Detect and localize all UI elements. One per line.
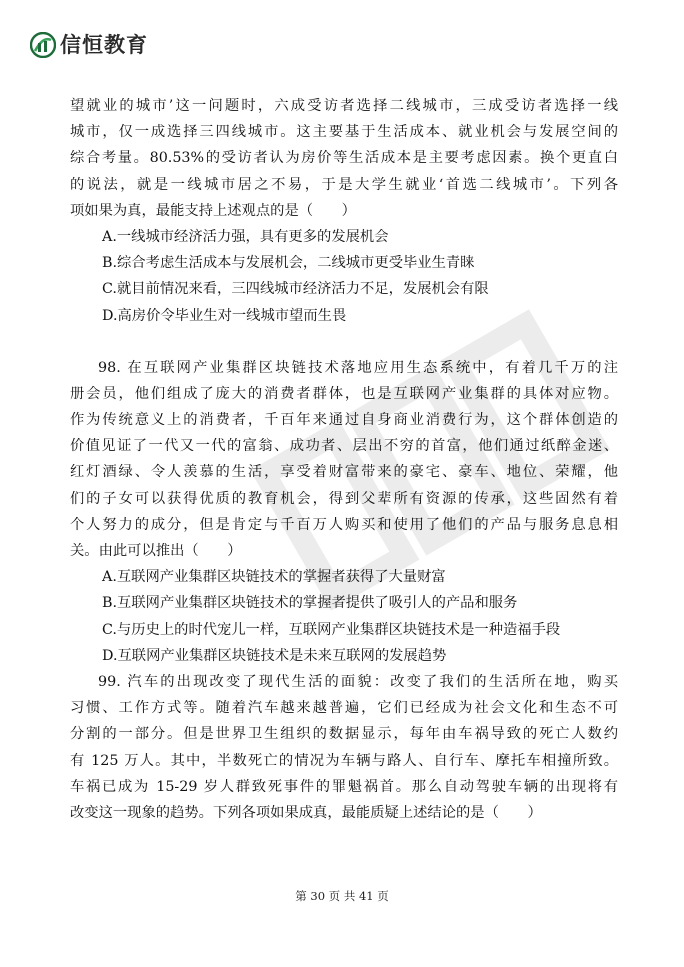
- text-line: 项如果为真，最能支持上述观点的是（ ）: [70, 202, 356, 219]
- logo-text: 信恒教育: [60, 33, 148, 57]
- text-line: 习惯、工作方式等。随着汽车越来越普遍，它们已经成为社会文化和生态不可: [70, 700, 618, 717]
- text-line: 综合考量。80.53%的受访者认为房价等生活成本是主要考虑因素。换个更直白: [70, 150, 618, 167]
- text-line: 们的子女可以获得优质的教育机会，得到父辈所有资源的传承，这些固然有着: [70, 490, 618, 507]
- question-99: [70, 669, 618, 826]
- option-line: B.综合考虑生活成本与发展机会，二线城市更受毕业生青睐: [102, 255, 475, 272]
- text-line: 关。由此可以推出（ ）: [70, 543, 242, 559]
- page-footer: 第 30 页 共 41 页: [295, 889, 389, 903]
- text-line: 作为传统意义上的消费者，千百年来通过自身商业消费行为，这个群体创造的: [70, 412, 618, 429]
- options-intro: [70, 224, 618, 329]
- text-line: 车祸已成为 15-29 岁人群致死事件的罪魁祸首。那么自动驾驶车辆的出现将有: [70, 778, 618, 795]
- option-line: C.与历史上的时代宠儿一样，互联网产业集群区块链技术是一种造福手段: [102, 621, 561, 638]
- text-line: 价值见证了一代又一代的富翁、成功者、层出不穷的首富，他们通过纸醉金迷、: [70, 438, 618, 455]
- text-line: 分割的一部分。但是世界卫生组织的数据显示，每年由车祸导致的死亡人数约: [70, 726, 618, 743]
- text-line: 改变这一现象的趋势。下列各项如果成真，最能质疑上述结论的是（ ）: [70, 804, 542, 821]
- text-line: 有 125 万人。其中，半数死亡的情况为车辆与路人、自行车、摩托车相撞所致。: [70, 752, 618, 769]
- option-line: A.互联网产业集群区块链技术的掌握者获得了大量财富: [102, 569, 446, 586]
- logo-mark-icon: [30, 32, 56, 58]
- document-body: [70, 93, 618, 826]
- text-line: 99. 汽车的出现改变了现代生活的面貌：改变了我们的生活所在地，购买: [98, 673, 618, 690]
- text-line: 红灯酒绿、令人羡慕的生活，享受着财富带来的豪宅、豪车、地位、荣耀，他: [70, 464, 618, 481]
- text-line: 望就业的城市’这一问题时，六成受访者选择二线城市，三成受访者选择一线: [70, 98, 618, 114]
- text-line: 城市，仅一成选择三四线城市。这主要基于生活成本、就业机会与发展空间的: [70, 124, 618, 141]
- options-98: [70, 564, 618, 669]
- option-line: D.互联网产业集群区块链技术是未来互联网的发展趋势: [102, 647, 447, 664]
- text-line: 的说法，就是一线城市居之不易，于是大学生就业‘首选二线城市’。下列各: [70, 176, 618, 193]
- text-line: 个人努力的成分，但是肯定与千百万人购买和使用了他们的产品与服务息息相: [70, 516, 618, 533]
- option-line: D.高房价令毕业生对一线城市望而生畏: [102, 307, 347, 324]
- text-line: 98. 在互联网产业集群区块链技术落地应用生态系统中，有着几千万的注: [98, 359, 618, 376]
- option-line: A.一线城市经济活力强，具有更多的发展机会: [102, 228, 389, 245]
- paragraph-intro: [70, 93, 618, 224]
- brand-logo: [30, 30, 148, 60]
- option-line: B.互联网产业集群区块链技术的掌握者提供了吸引人的产品和服务: [102, 595, 518, 612]
- question-98: [70, 355, 618, 565]
- option-line: C.就目前情况来看，三四线城市经济活力不足，发展机会有限: [102, 281, 489, 298]
- text-line: 册会员，他们组成了庞大的消费者群体，也是互联网产业集群的具体对应物。: [70, 385, 618, 402]
